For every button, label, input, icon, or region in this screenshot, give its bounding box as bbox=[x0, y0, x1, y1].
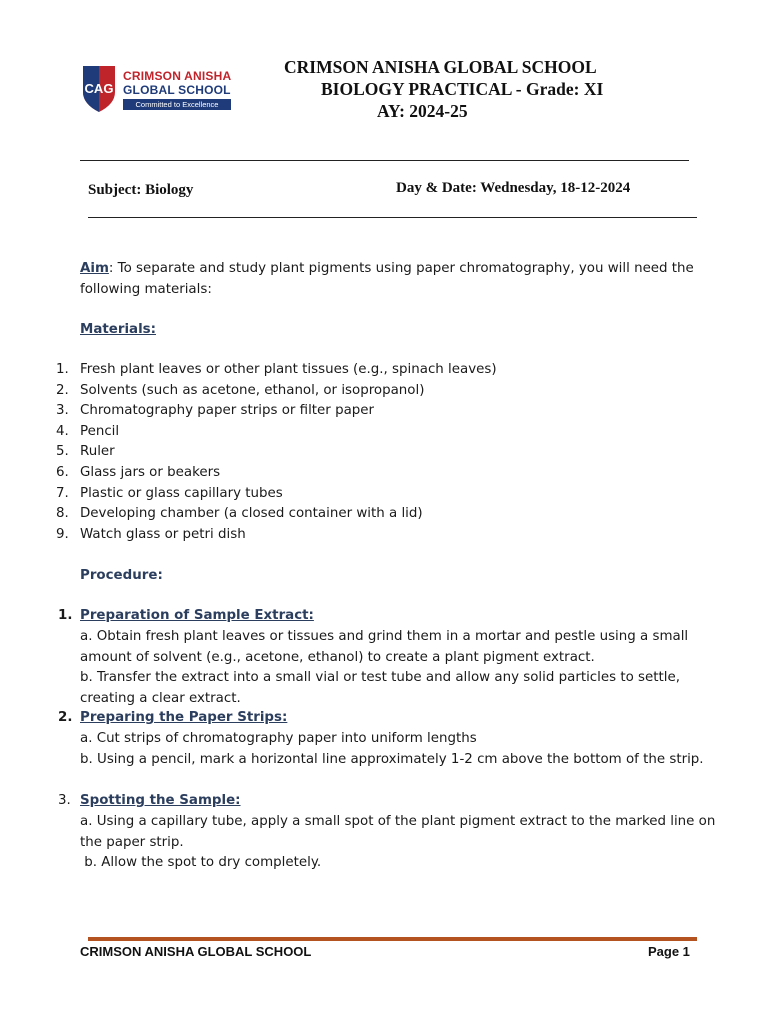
meta-divider bbox=[88, 217, 697, 218]
aim-label: Aim bbox=[80, 261, 109, 276]
academic-year: AY: 2024-25 bbox=[377, 101, 468, 121]
list-item bbox=[56, 401, 497, 422]
step-title: Preparing the Paper Strips: bbox=[80, 710, 288, 725]
list-item bbox=[56, 381, 497, 402]
item-text: Ruler bbox=[80, 444, 115, 460]
list-item bbox=[56, 360, 497, 381]
step-body bbox=[80, 729, 710, 770]
subject-label: Subject: Biology bbox=[88, 182, 194, 198]
aim-paragraph bbox=[80, 259, 720, 300]
item-text: Chromatography paper strips or filter paper bbox=[80, 403, 375, 419]
item-text: Glass jars or beakers bbox=[80, 464, 221, 480]
step-line: creating a clear extract. bbox=[80, 690, 241, 706]
step-line: b. Allow the spot to dry completely. bbox=[80, 855, 322, 870]
item-number: 8. bbox=[56, 506, 69, 522]
materials-heading: Materials: bbox=[80, 322, 156, 337]
step-line: amount of solvent (e.g., acetone, ethanol) to create a plant pigment extract. bbox=[80, 649, 595, 665]
logo-line1: CRIMSON ANISHA bbox=[123, 69, 232, 83]
step-line: b. Using a pencil, mark a horizontal line approximately 1-2 cm above the bottom of the strip. bbox=[80, 751, 704, 767]
list-item bbox=[56, 442, 497, 463]
item-number: 7. bbox=[56, 485, 69, 501]
item-number: 5. bbox=[56, 444, 69, 460]
school-title: CRIMSON ANISHA GLOBAL SCHOOL bbox=[284, 57, 597, 77]
list-item bbox=[56, 504, 497, 525]
logo-line2: GLOBAL SCHOOL bbox=[123, 83, 231, 97]
materials-list bbox=[56, 360, 497, 545]
item-text: Plastic or glass capillary tubes bbox=[80, 485, 283, 501]
item-text: Fresh plant leaves or other plant tissues (e.g., spinach leaves) bbox=[80, 362, 497, 377]
list-item bbox=[56, 422, 497, 443]
footer-school-name: CRIMSON ANISHA GLOBAL SCHOOL bbox=[80, 944, 312, 959]
crest-monogram: CAG bbox=[84, 81, 114, 96]
step-number: 1. bbox=[58, 608, 73, 623]
step-line: b. Transfer the extract into a small vial or test tube and allow any solid particles to settle, bbox=[80, 670, 680, 685]
item-text: Pencil bbox=[80, 423, 120, 439]
practical-title: BIOLOGY PRACTICAL - Grade: XI bbox=[321, 79, 604, 99]
procedure-heading: Procedure: bbox=[80, 568, 163, 583]
aim-text-line2: following materials: bbox=[80, 281, 212, 297]
item-number: 9. bbox=[56, 526, 69, 542]
step-body bbox=[80, 812, 716, 874]
step-title: Preparation of Sample Extract: bbox=[80, 608, 314, 623]
logo-tagline: Committed to Excellence bbox=[123, 99, 231, 110]
school-crest-icon bbox=[79, 58, 119, 114]
header-divider bbox=[80, 160, 689, 161]
item-number: 1. bbox=[56, 362, 69, 377]
step-title: Spotting the Sample: bbox=[80, 793, 241, 808]
item-number: 6. bbox=[56, 464, 69, 480]
step-line: a. Obtain fresh plant leaves or tissues and grind them in a mortar and pestle using a small bbox=[80, 629, 689, 644]
school-logo bbox=[79, 58, 235, 114]
step-line: a. Cut strips of chromatography paper into uniform lengths bbox=[80, 731, 477, 746]
item-number: 2. bbox=[56, 382, 69, 398]
item-text: Developing chamber (a closed container with a lid) bbox=[80, 506, 423, 522]
list-item bbox=[56, 463, 497, 484]
item-text: Watch glass or petri dish bbox=[80, 526, 246, 542]
list-item bbox=[56, 484, 497, 505]
step-line: a. Using a capillary tube, apply a small spot of the plant pigment extract to the marked line on bbox=[80, 814, 716, 829]
step-number: 3. bbox=[58, 793, 71, 808]
list-item bbox=[56, 525, 497, 546]
step-line: the paper strip. bbox=[80, 834, 184, 850]
step-number: 2. bbox=[58, 710, 73, 725]
aim-text-line1: : To separate and study plant pigments using paper chromatography, you will need the bbox=[108, 261, 694, 276]
step-body bbox=[80, 627, 710, 709]
footer-divider bbox=[88, 937, 697, 941]
item-number: 3. bbox=[56, 403, 69, 419]
date-label: Day & Date: Wednesday, 18-12-2024 bbox=[396, 180, 631, 196]
page-number: Page 1 bbox=[648, 944, 690, 959]
item-number: 4. bbox=[56, 423, 69, 439]
item-text: Solvents (such as acetone, ethanol, or isopropanol) bbox=[80, 382, 425, 398]
